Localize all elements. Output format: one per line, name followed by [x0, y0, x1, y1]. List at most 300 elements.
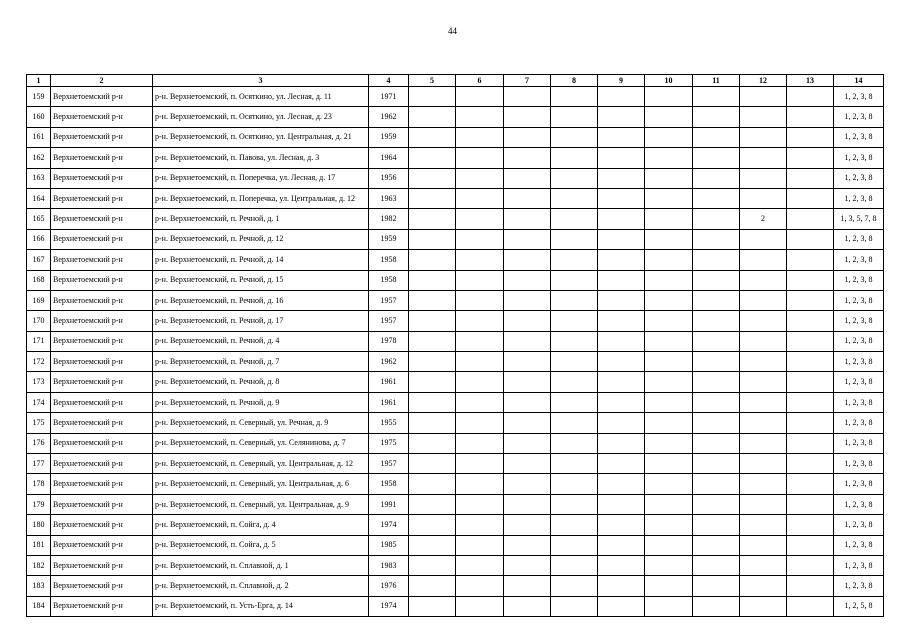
empty-cell: [598, 209, 645, 229]
row-number-cell: 168: [27, 270, 51, 290]
address-cell: р-н. Верхнетоемский, п. Речной, д. 15: [153, 270, 369, 290]
empty-cell: [409, 270, 456, 290]
empty-cell: [645, 290, 693, 310]
empty-cell: [456, 127, 504, 147]
empty-cell: [645, 270, 693, 290]
table-row: [27, 168, 884, 188]
empty-cell: [551, 229, 598, 249]
row-number-cell: 180: [27, 515, 51, 535]
empty-cell: [456, 596, 504, 616]
empty-cell: [456, 148, 504, 168]
col14-cell: 1, 2, 3, 8: [834, 392, 884, 412]
table-row: [27, 352, 884, 372]
table-row: [27, 535, 884, 555]
empty-cell: [598, 454, 645, 474]
empty-cell: [645, 433, 693, 453]
empty-cell: [409, 250, 456, 270]
empty-cell: [787, 555, 834, 575]
district-cell: Верхнетоемский р-н: [51, 188, 153, 208]
district-cell: Верхнетоемский р-н: [51, 331, 153, 351]
empty-cell: [787, 311, 834, 331]
empty-cell: [645, 392, 693, 412]
empty-cell: [551, 290, 598, 310]
empty-cell: [504, 535, 551, 555]
empty-cell: [598, 515, 645, 535]
empty-cell: [787, 148, 834, 168]
empty-cell: [645, 352, 693, 372]
empty-cell: [504, 596, 551, 616]
empty-cell: [551, 270, 598, 290]
empty-cell: [409, 596, 456, 616]
col12-cell: [740, 168, 787, 188]
empty-cell: [598, 372, 645, 392]
row-number-cell: 163: [27, 168, 51, 188]
empty-cell: [787, 168, 834, 188]
header-cell: 13: [787, 75, 834, 87]
empty-cell: [456, 576, 504, 596]
empty-cell: [787, 331, 834, 351]
empty-cell: [693, 331, 740, 351]
col12-cell: [740, 107, 787, 127]
empty-cell: [456, 454, 504, 474]
col14-cell: 1, 2, 3, 8: [834, 250, 884, 270]
table-body: [27, 87, 884, 617]
row-number-cell: 159: [27, 87, 51, 107]
empty-cell: [456, 229, 504, 249]
empty-cell: [551, 250, 598, 270]
address-cell: р-н. Верхнетоемский, п. Северный, ул. Центральная, д. 12: [153, 454, 369, 474]
empty-cell: [504, 474, 551, 494]
empty-cell: [598, 352, 645, 372]
col14-cell: 1, 2, 3, 8: [834, 148, 884, 168]
empty-cell: [787, 107, 834, 127]
district-cell: Верхнетоемский р-н: [51, 270, 153, 290]
col14-cell: 1, 2, 3, 8: [834, 331, 884, 351]
address-cell: р-н. Верхнетоемский, п. Речной, д. 9: [153, 392, 369, 412]
address-cell: р-н. Верхнетоемский, п. Сойга, д. 5: [153, 535, 369, 555]
empty-cell: [409, 127, 456, 147]
address-cell: р-н. Верхнетоемский, п. Осяткино, ул. Центральная, д. 21: [153, 127, 369, 147]
empty-cell: [504, 87, 551, 107]
district-cell: Верхнетоемский р-н: [51, 209, 153, 229]
empty-cell: [409, 535, 456, 555]
address-cell: р-н. Верхнетоемский, п. Речной, д. 17: [153, 311, 369, 331]
empty-cell: [598, 311, 645, 331]
year-cell: 1978: [369, 331, 409, 351]
address-cell: р-н. Верхнетоемский, п. Усть-Ерга, д. 14: [153, 596, 369, 616]
empty-cell: [693, 352, 740, 372]
col14-cell: 1, 2, 3, 8: [834, 454, 884, 474]
empty-cell: [551, 494, 598, 514]
empty-cell: [693, 515, 740, 535]
year-cell: 1956: [369, 168, 409, 188]
table-row: [27, 209, 884, 229]
empty-cell: [787, 87, 834, 107]
table-row: [27, 372, 884, 392]
empty-cell: [598, 392, 645, 412]
col12-cell: [740, 535, 787, 555]
empty-cell: [456, 331, 504, 351]
empty-cell: [598, 576, 645, 596]
district-cell: Верхнетоемский р-н: [51, 474, 153, 494]
empty-cell: [598, 290, 645, 310]
address-cell: р-н. Верхнетоемский, п. Павова, ул. Лесная, д. 3: [153, 148, 369, 168]
col14-cell: 1, 2, 3, 8: [834, 413, 884, 433]
district-cell: Верхнетоемский р-н: [51, 413, 153, 433]
empty-cell: [456, 209, 504, 229]
empty-cell: [456, 413, 504, 433]
empty-cell: [645, 494, 693, 514]
table-row: [27, 188, 884, 208]
empty-cell: [645, 107, 693, 127]
col12-cell: [740, 555, 787, 575]
address-cell: р-н. Верхнетоемский, п. Осяткино, ул. Лесная, д. 11: [153, 87, 369, 107]
year-cell: 1975: [369, 433, 409, 453]
empty-cell: [693, 535, 740, 555]
empty-cell: [409, 515, 456, 535]
empty-cell: [551, 454, 598, 474]
row-number-cell: 169: [27, 290, 51, 310]
empty-cell: [409, 290, 456, 310]
empty-cell: [504, 433, 551, 453]
table-row: [27, 107, 884, 127]
empty-cell: [551, 188, 598, 208]
empty-cell: [504, 515, 551, 535]
header-cell: 8: [551, 75, 598, 87]
empty-cell: [504, 311, 551, 331]
empty-cell: [456, 87, 504, 107]
empty-cell: [551, 331, 598, 351]
empty-cell: [645, 168, 693, 188]
col14-cell: 1, 3, 5, 7, 8: [834, 209, 884, 229]
col12-cell: 2: [740, 209, 787, 229]
year-cell: 1958: [369, 250, 409, 270]
empty-cell: [598, 148, 645, 168]
empty-cell: [645, 515, 693, 535]
year-cell: 1957: [369, 454, 409, 474]
address-cell: р-н. Верхнетоемский, п. Речной, д. 4: [153, 331, 369, 351]
empty-cell: [645, 576, 693, 596]
district-cell: Верхнетоемский р-н: [51, 372, 153, 392]
row-number-cell: 173: [27, 372, 51, 392]
table-row: [27, 555, 884, 575]
table-row: [27, 229, 884, 249]
year-cell: 1959: [369, 229, 409, 249]
empty-cell: [409, 433, 456, 453]
empty-cell: [504, 107, 551, 127]
address-cell: р-н. Верхнетоемский, п. Речной, д. 14: [153, 250, 369, 270]
col12-cell: [740, 188, 787, 208]
empty-cell: [693, 372, 740, 392]
row-number-cell: 170: [27, 311, 51, 331]
address-cell: р-н. Верхнетоемский, п. Северный, ул. Речная, д. 9: [153, 413, 369, 433]
empty-cell: [645, 372, 693, 392]
year-cell: 1957: [369, 290, 409, 310]
housing-table: [26, 74, 884, 617]
empty-cell: [787, 229, 834, 249]
district-cell: Верхнетоемский р-н: [51, 311, 153, 331]
empty-cell: [409, 474, 456, 494]
table-row: [27, 311, 884, 331]
empty-cell: [693, 87, 740, 107]
year-cell: 1964: [369, 148, 409, 168]
year-cell: 1983: [369, 555, 409, 575]
empty-cell: [409, 331, 456, 351]
address-cell: р-н. Верхнетоемский, п. Северный, ул. Центральная, д. 9: [153, 494, 369, 514]
district-cell: Верхнетоемский р-н: [51, 515, 153, 535]
empty-cell: [409, 87, 456, 107]
empty-cell: [504, 229, 551, 249]
col14-cell: 1, 2, 3, 8: [834, 290, 884, 310]
empty-cell: [504, 555, 551, 575]
empty-cell: [787, 209, 834, 229]
col12-cell: [740, 87, 787, 107]
empty-cell: [693, 311, 740, 331]
col14-cell: 1, 2, 3, 8: [834, 229, 884, 249]
empty-cell: [504, 576, 551, 596]
district-cell: Верхнетоемский р-н: [51, 107, 153, 127]
district-cell: Верхнетоемский р-н: [51, 290, 153, 310]
col12-cell: [740, 392, 787, 412]
col14-cell: 1, 2, 3, 8: [834, 107, 884, 127]
district-cell: Верхнетоемский р-н: [51, 250, 153, 270]
empty-cell: [409, 494, 456, 514]
empty-cell: [598, 127, 645, 147]
col14-cell: 1, 2, 5, 8: [834, 596, 884, 616]
year-cell: 1962: [369, 107, 409, 127]
row-number-cell: 175: [27, 413, 51, 433]
empty-cell: [409, 392, 456, 412]
col14-cell: 1, 2, 3, 8: [834, 433, 884, 453]
empty-cell: [787, 290, 834, 310]
empty-cell: [551, 392, 598, 412]
empty-cell: [456, 515, 504, 535]
empty-cell: [551, 352, 598, 372]
empty-cell: [787, 127, 834, 147]
col14-cell: 1, 2, 3, 8: [834, 311, 884, 331]
empty-cell: [504, 148, 551, 168]
empty-cell: [787, 188, 834, 208]
year-cell: 1957: [369, 311, 409, 331]
empty-cell: [504, 372, 551, 392]
page-number: 44: [448, 26, 457, 36]
header-cell: 12: [740, 75, 787, 87]
address-cell: р-н. Верхнетоемский, п. Сойга, д. 4: [153, 515, 369, 535]
year-cell: 1971: [369, 87, 409, 107]
col12-cell: [740, 290, 787, 310]
empty-cell: [787, 494, 834, 514]
address-cell: р-н. Верхнетоемский, п. Сплавной, д. 1: [153, 555, 369, 575]
empty-cell: [456, 352, 504, 372]
row-number-cell: 164: [27, 188, 51, 208]
empty-cell: [504, 168, 551, 188]
empty-cell: [551, 555, 598, 575]
empty-cell: [693, 576, 740, 596]
empty-cell: [787, 596, 834, 616]
empty-cell: [409, 372, 456, 392]
empty-cell: [598, 87, 645, 107]
empty-cell: [787, 515, 834, 535]
empty-cell: [693, 290, 740, 310]
row-number-cell: 181: [27, 535, 51, 555]
empty-cell: [551, 433, 598, 453]
empty-cell: [693, 392, 740, 412]
col12-cell: [740, 596, 787, 616]
district-cell: Верхнетоемский р-н: [51, 433, 153, 453]
empty-cell: [551, 474, 598, 494]
empty-cell: [409, 148, 456, 168]
col12-cell: [740, 229, 787, 249]
row-number-cell: 174: [27, 392, 51, 412]
empty-cell: [787, 576, 834, 596]
empty-cell: [551, 168, 598, 188]
empty-cell: [551, 576, 598, 596]
col14-cell: 1, 2, 3, 8: [834, 494, 884, 514]
row-number-cell: 171: [27, 331, 51, 351]
empty-cell: [551, 311, 598, 331]
header-cell: 11: [693, 75, 740, 87]
empty-cell: [787, 392, 834, 412]
empty-cell: [598, 331, 645, 351]
empty-cell: [787, 535, 834, 555]
row-number-cell: 161: [27, 127, 51, 147]
col12-cell: [740, 331, 787, 351]
empty-cell: [456, 188, 504, 208]
header-cell: 4: [369, 75, 409, 87]
district-cell: Верхнетоемский р-н: [51, 555, 153, 575]
empty-cell: [504, 270, 551, 290]
empty-cell: [456, 474, 504, 494]
year-cell: 1974: [369, 515, 409, 535]
empty-cell: [551, 596, 598, 616]
empty-cell: [693, 555, 740, 575]
table-row: [27, 596, 884, 616]
address-cell: р-н. Верхнетоемский, п. Речной, д. 1: [153, 209, 369, 229]
address-cell: р-н. Верхнетоемский, п. Поперечка, ул. Лесная, д. 17: [153, 168, 369, 188]
table-row: [27, 270, 884, 290]
empty-cell: [409, 413, 456, 433]
empty-cell: [598, 107, 645, 127]
empty-cell: [551, 127, 598, 147]
row-number-cell: 179: [27, 494, 51, 514]
empty-cell: [551, 372, 598, 392]
col14-cell: 1, 2, 3, 8: [834, 576, 884, 596]
empty-cell: [504, 413, 551, 433]
empty-cell: [787, 270, 834, 290]
header-cell: 2: [51, 75, 153, 87]
col12-cell: [740, 270, 787, 290]
empty-cell: [645, 87, 693, 107]
empty-cell: [693, 209, 740, 229]
empty-cell: [787, 413, 834, 433]
col14-cell: 1, 2, 3, 8: [834, 87, 884, 107]
table-row: [27, 576, 884, 596]
empty-cell: [551, 107, 598, 127]
empty-cell: [787, 454, 834, 474]
empty-cell: [645, 596, 693, 616]
address-cell: р-н. Верхнетоемский, п. Речной, д. 16: [153, 290, 369, 310]
empty-cell: [551, 515, 598, 535]
year-cell: 1976: [369, 576, 409, 596]
row-number-cell: 177: [27, 454, 51, 474]
empty-cell: [598, 188, 645, 208]
table-row: [27, 148, 884, 168]
col14-cell: 1, 2, 3, 8: [834, 270, 884, 290]
district-cell: Верхнетоемский р-н: [51, 494, 153, 514]
empty-cell: [409, 107, 456, 127]
empty-cell: [456, 311, 504, 331]
empty-cell: [693, 474, 740, 494]
col12-cell: [740, 413, 787, 433]
address-cell: р-н. Верхнетоемский, п. Осяткино, ул. Лесная, д. 23: [153, 107, 369, 127]
row-number-cell: 166: [27, 229, 51, 249]
table-row: [27, 87, 884, 107]
table-row: [27, 474, 884, 494]
col12-cell: [740, 474, 787, 494]
row-number-cell: 167: [27, 250, 51, 270]
empty-cell: [504, 250, 551, 270]
table-row: [27, 515, 884, 535]
empty-cell: [409, 229, 456, 249]
empty-cell: [504, 454, 551, 474]
empty-cell: [598, 555, 645, 575]
empty-cell: [551, 87, 598, 107]
col12-cell: [740, 352, 787, 372]
empty-cell: [645, 535, 693, 555]
empty-cell: [456, 392, 504, 412]
year-cell: 1982: [369, 209, 409, 229]
empty-cell: [598, 250, 645, 270]
col14-cell: 1, 2, 3, 8: [834, 127, 884, 147]
year-cell: 1961: [369, 392, 409, 412]
district-cell: Верхнетоемский р-н: [51, 576, 153, 596]
col12-cell: [740, 127, 787, 147]
col12-cell: [740, 515, 787, 535]
header-cell: 5: [409, 75, 456, 87]
header-cell: 14: [834, 75, 884, 87]
col14-cell: 1, 2, 3, 8: [834, 515, 884, 535]
empty-cell: [551, 148, 598, 168]
header-row: [27, 75, 884, 87]
empty-cell: [693, 250, 740, 270]
empty-cell: [551, 413, 598, 433]
header-cell: 6: [456, 75, 504, 87]
empty-cell: [409, 188, 456, 208]
year-cell: 1959: [369, 127, 409, 147]
empty-cell: [645, 311, 693, 331]
empty-cell: [598, 168, 645, 188]
district-cell: Верхнетоемский р-н: [51, 392, 153, 412]
address-cell: р-н. Верхнетоемский, п. Сплавной, д. 2: [153, 576, 369, 596]
empty-cell: [551, 209, 598, 229]
col14-cell: 1, 2, 3, 8: [834, 372, 884, 392]
empty-cell: [693, 127, 740, 147]
empty-cell: [645, 188, 693, 208]
empty-cell: [456, 270, 504, 290]
col12-cell: [740, 576, 787, 596]
col14-cell: 1, 2, 3, 8: [834, 188, 884, 208]
empty-cell: [787, 433, 834, 453]
col12-cell: [740, 454, 787, 474]
empty-cell: [787, 250, 834, 270]
empty-cell: [645, 209, 693, 229]
empty-cell: [598, 494, 645, 514]
row-number-cell: 178: [27, 474, 51, 494]
empty-cell: [693, 433, 740, 453]
empty-cell: [409, 168, 456, 188]
table-row: [27, 433, 884, 453]
col12-cell: [740, 494, 787, 514]
